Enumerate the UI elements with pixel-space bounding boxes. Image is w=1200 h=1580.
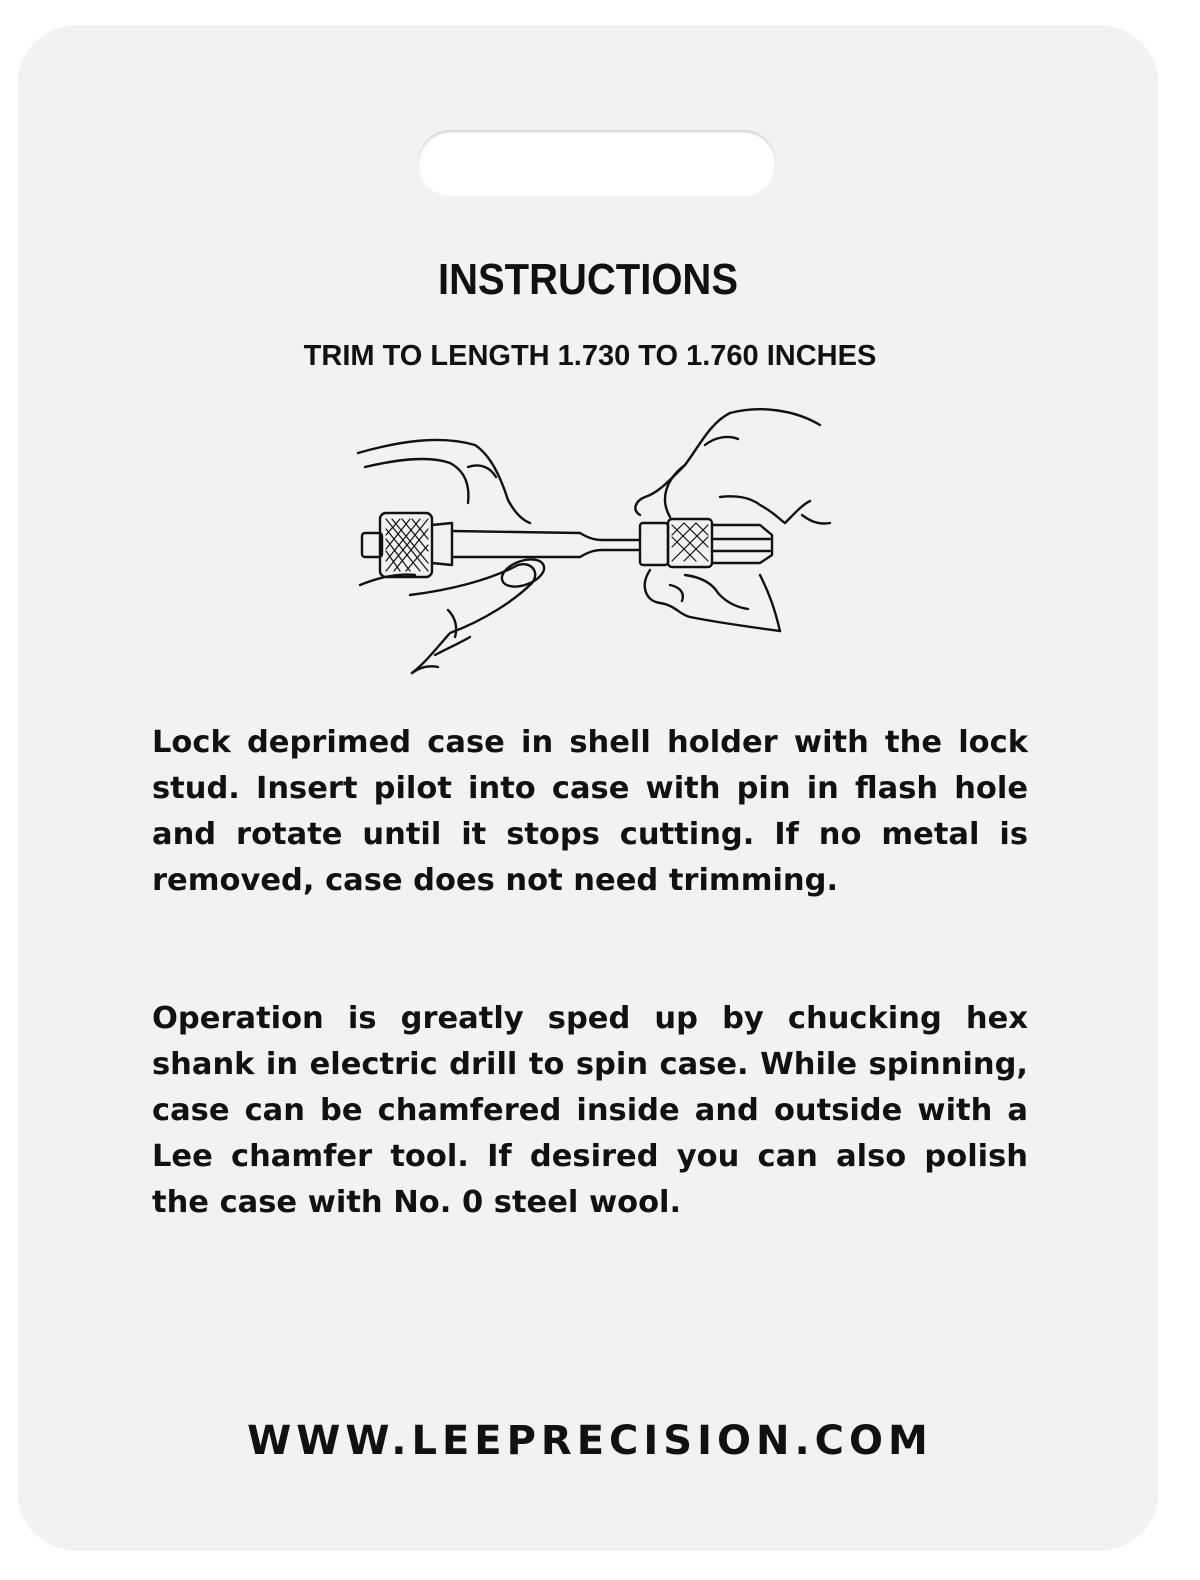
hang-hole xyxy=(418,130,776,196)
instructions-title: INSTRUCTIONS xyxy=(438,256,738,304)
trim-length-subtitle: TRIM TO LENGTH 1.730 TO 1.760 INCHES xyxy=(303,340,877,372)
instructions-paragraph-2: Operation is greatly sped up by chucking hex shank in electric drill to spin case. While spinning, case can be chamfered inside and outside with a Lee chamfer tool. If desired you can also polish the case with No. 0 steel wool. xyxy=(152,1001,1028,1220)
website-url: WWW.LEEPRECISION.COM xyxy=(247,1418,933,1464)
instructions-paragraph-1: Lock deprimed case in shell holder with the lock stud. Insert pilot into case with pin in flash hole and rotate until it stops cutting. If no metal is removed, case does not need trimming. xyxy=(152,725,1028,898)
hands-holding-case-trimmer-illustration xyxy=(340,405,840,680)
